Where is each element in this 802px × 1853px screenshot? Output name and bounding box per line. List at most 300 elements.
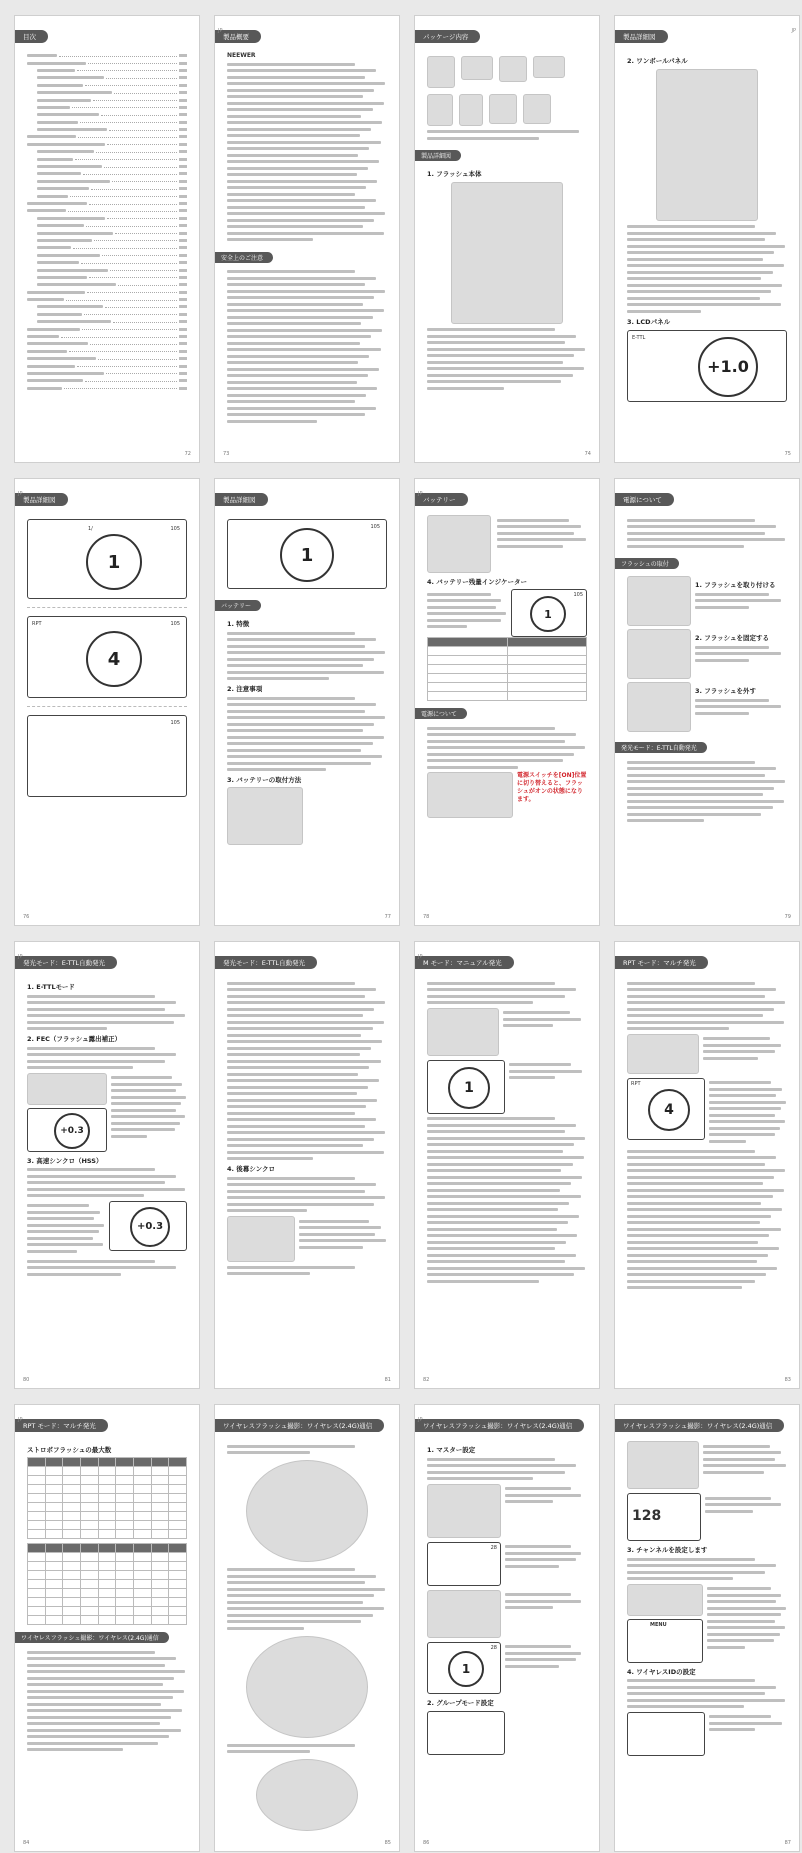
table-row [28, 1598, 187, 1607]
text-line [27, 1237, 93, 1240]
stand-image [533, 56, 565, 78]
table-cell [151, 1598, 169, 1607]
page-number: 85 [384, 1840, 391, 1846]
toc-row [27, 178, 187, 185]
page-header: パッケージ内容 [415, 30, 480, 43]
text-line [427, 374, 573, 377]
table-cell [98, 1571, 116, 1580]
text-line [227, 697, 355, 700]
text-line [427, 387, 504, 390]
text-line [627, 532, 765, 535]
text-line [695, 646, 769, 649]
text-line [227, 729, 363, 732]
text-line [627, 297, 760, 300]
page-mount [614, 478, 800, 926]
page-number: 87 [784, 1840, 791, 1846]
text-line [707, 1607, 786, 1610]
section-title: 4. 後幕シンクロ [227, 1165, 275, 1173]
text-line [227, 1209, 307, 1212]
charger-image [459, 94, 483, 126]
table-cell [169, 1562, 187, 1571]
text-line [227, 1118, 376, 1121]
text-line [509, 1063, 571, 1066]
text-line [227, 1125, 365, 1128]
text-line [509, 1070, 582, 1073]
text-line [227, 1092, 357, 1095]
table-cell [151, 1485, 169, 1494]
text-line [227, 1568, 355, 1571]
text-line [299, 1239, 386, 1242]
table-cell [116, 1571, 134, 1580]
table-cell [133, 1530, 151, 1539]
lcd-master-a [427, 1542, 501, 1586]
lock-image [627, 629, 691, 679]
text-line [227, 1073, 358, 1076]
table-cell [169, 1553, 187, 1562]
text-line [111, 1096, 186, 1099]
page-header: RPT モード：マルチ発光 [615, 956, 708, 969]
text-line [227, 413, 365, 416]
table-cell [151, 1553, 169, 1562]
text-line [227, 193, 355, 196]
control-panel-diagram [656, 69, 758, 221]
text-line [505, 1500, 553, 1503]
table-cell [28, 1571, 46, 1580]
text-line [227, 270, 355, 273]
table-cell [28, 1476, 46, 1485]
text-line [709, 1088, 782, 1091]
text-line [427, 1260, 565, 1263]
text-line [427, 1458, 555, 1461]
table-cell [116, 1530, 134, 1539]
text-line [709, 1094, 776, 1097]
table-row [28, 1562, 187, 1571]
table-cell [98, 1562, 116, 1571]
table-cell [428, 692, 508, 701]
text-line [227, 1183, 376, 1186]
text-line [227, 212, 385, 215]
text-line [111, 1128, 175, 1131]
text-line [27, 1181, 165, 1184]
table-cell [151, 1616, 169, 1625]
text-line [111, 1115, 185, 1118]
text-line [27, 1250, 77, 1253]
text-line [27, 1021, 174, 1024]
text-line [627, 1577, 733, 1580]
table-cell [98, 1589, 116, 1598]
section-subhead: ワイヤレスフラッシュ撮影：ワイヤレス(2.4G)通信 [15, 1632, 169, 1643]
text-line [227, 768, 326, 771]
table-cell [151, 1476, 169, 1485]
parts-legend [427, 328, 587, 390]
section-title: 1. E-TTLモード [27, 983, 75, 991]
page-wireless-2 [414, 1404, 600, 1852]
section-title: 1. マスター設定 [427, 1446, 476, 1454]
text-line [227, 290, 385, 293]
text-line [27, 1224, 104, 1227]
table-cell [63, 1553, 81, 1562]
table-cell [80, 1503, 98, 1512]
table-cell [45, 1598, 63, 1607]
text-line [27, 1211, 100, 1214]
text-line [227, 1151, 384, 1154]
text-line [497, 532, 574, 535]
text-line [627, 813, 761, 816]
toc-row [27, 377, 187, 384]
rpt-text [627, 1150, 787, 1290]
text-line [227, 303, 363, 306]
text-line [427, 1215, 579, 1218]
text-line [627, 1254, 768, 1257]
text-line [227, 755, 382, 758]
text-line [227, 982, 355, 985]
text-line [427, 988, 576, 991]
lcd-manual [427, 1060, 505, 1114]
text-line [505, 1652, 581, 1655]
table-cell [28, 1521, 46, 1530]
text-line [227, 400, 355, 403]
zoom-label: 105 [370, 524, 380, 530]
page-number: 81 [384, 1377, 391, 1383]
mount-step-2 [627, 629, 787, 679]
text-line [227, 407, 376, 410]
toc-row [27, 126, 187, 133]
table-cell [63, 1589, 81, 1598]
text-line [427, 1477, 533, 1480]
page-battery [414, 478, 600, 926]
table-cell [45, 1503, 63, 1512]
text-line [227, 180, 377, 183]
table-cell [116, 1503, 134, 1512]
output-ring: 1 [280, 528, 334, 582]
text-line [695, 712, 749, 715]
toc-row [27, 229, 187, 236]
section-title: 1. フラッシュ本体 [427, 170, 482, 178]
text-line [227, 115, 361, 118]
page-overview [214, 15, 400, 463]
ettl-notes [227, 982, 387, 1161]
text-line [27, 1735, 169, 1738]
text-line [627, 1679, 755, 1682]
text-line [627, 1286, 742, 1289]
text-line [695, 652, 781, 655]
zoom-label: 28 [490, 1544, 497, 1551]
text-line [227, 736, 384, 739]
card-image [489, 94, 517, 124]
text-line [627, 793, 763, 796]
text-line [227, 1131, 385, 1134]
text-line [27, 1670, 185, 1673]
text-line [227, 232, 384, 235]
page-number: 83 [784, 1377, 791, 1383]
table-cell [80, 1553, 98, 1562]
panel-legend [627, 225, 787, 313]
table-cell [133, 1562, 151, 1571]
text-line [627, 1014, 763, 1017]
text-line [627, 251, 774, 254]
table-row [428, 674, 587, 683]
text-line [627, 1215, 771, 1218]
lcd-id [627, 1712, 705, 1756]
text-line [627, 264, 784, 267]
language-tag: JP [18, 954, 23, 960]
text-line [227, 82, 385, 85]
text-line [227, 1744, 355, 1747]
text-line [227, 1066, 369, 1069]
zoom-label: 105 [170, 720, 180, 726]
toc-row [27, 155, 187, 162]
text-line [627, 1001, 785, 1004]
page-header: バッテリー [415, 493, 468, 506]
text-line [427, 367, 584, 370]
table-cell [98, 1458, 116, 1467]
text-line [227, 342, 360, 345]
text-line [627, 1692, 765, 1695]
table-cell [63, 1485, 81, 1494]
text-line [27, 1651, 155, 1654]
table-cell [116, 1544, 134, 1553]
section-title: 1. 特徴 [227, 620, 250, 628]
table-cell [28, 1607, 46, 1616]
text-line [27, 1053, 176, 1056]
page-ettl-2 [214, 941, 400, 1389]
text-line [505, 1665, 559, 1668]
text-line [427, 1124, 576, 1127]
table-cell [28, 1485, 46, 1494]
text-line [227, 283, 365, 286]
text-line [227, 1047, 371, 1050]
text-line [503, 1018, 581, 1021]
text-line [695, 593, 769, 596]
text-line [703, 1050, 775, 1053]
table-cell [28, 1467, 46, 1476]
table-row [28, 1544, 187, 1553]
page-header: 目次 [15, 30, 48, 43]
table-row [28, 1503, 187, 1512]
text-line [227, 206, 365, 209]
remove-image [627, 682, 691, 732]
pouch-image [499, 56, 527, 82]
battery-install [427, 515, 587, 573]
text-line [627, 1241, 758, 1244]
table-cell [80, 1521, 98, 1530]
toc-row [27, 185, 187, 192]
text-line [27, 1188, 185, 1191]
page-number: 80 [23, 1377, 30, 1383]
table-cell [151, 1530, 169, 1539]
text-line [703, 1044, 781, 1047]
text-line [627, 238, 765, 241]
section-title: 3. 高速シンクロ（HSS） [27, 1156, 103, 1165]
table-caption: ストロボフラッシュの最大数 [27, 1446, 112, 1454]
text-line [709, 1140, 746, 1143]
table-cell [45, 1512, 63, 1521]
text-line [695, 606, 749, 609]
page-rpt [614, 941, 800, 1389]
table-cell [98, 1503, 116, 1512]
lcd-wireless [27, 715, 187, 797]
section-subhead: 安全上のご注意 [215, 252, 273, 263]
page-wireless-3 [614, 1404, 800, 1852]
text-line [627, 1027, 729, 1030]
text-line [227, 387, 377, 390]
text-line [111, 1122, 180, 1125]
text-line [427, 599, 501, 602]
text-line [27, 1677, 174, 1680]
text-line [227, 749, 361, 752]
table-cell [45, 1485, 63, 1494]
text-line [111, 1089, 176, 1092]
page-ettl-1 [14, 941, 200, 1389]
text-line [227, 1138, 374, 1141]
text-line [627, 290, 771, 293]
table-cell [151, 1589, 169, 1598]
table-cell [98, 1494, 116, 1503]
flash-unit-image [427, 56, 455, 88]
text-line [427, 746, 585, 749]
section-subhead: 発光モード：E-TTL自動発光 [615, 742, 707, 753]
text-line [497, 525, 581, 528]
page-header: 製品詳細図 [15, 493, 68, 506]
table-cell [169, 1607, 187, 1616]
table-cell [151, 1494, 169, 1503]
text-line [427, 982, 555, 985]
text-line [707, 1633, 780, 1636]
text-line [227, 742, 373, 745]
table-cell [63, 1476, 81, 1485]
table-cell [133, 1521, 151, 1530]
text-line [227, 225, 363, 228]
page-header: 発光モード：E-TTL自動発光 [215, 956, 317, 969]
table-cell [28, 1589, 46, 1598]
text-line [703, 1464, 786, 1467]
table-cell [133, 1589, 151, 1598]
table-cell [63, 1616, 81, 1625]
text-line [627, 774, 765, 777]
text-line [227, 671, 384, 674]
wireless-diagram-1 [246, 1460, 368, 1562]
table-cell [133, 1607, 151, 1616]
page-rpt-table [14, 1404, 200, 1852]
table-cell [63, 1512, 81, 1521]
table-cell [151, 1562, 169, 1571]
text-line [427, 335, 576, 338]
text-line [695, 705, 781, 708]
wireless-text [27, 1651, 187, 1752]
language-tag: JP [18, 1417, 23, 1423]
text-line [27, 1060, 165, 1063]
table-cell [28, 1458, 46, 1467]
text-line [505, 1606, 553, 1609]
text-line [427, 1150, 563, 1153]
text-line [427, 1208, 558, 1211]
table-row [28, 1467, 187, 1476]
table-cell [98, 1521, 116, 1530]
text-line [227, 1001, 385, 1004]
text-line [427, 625, 467, 628]
text-line [227, 762, 371, 765]
table-cell [133, 1553, 151, 1562]
text-line [427, 380, 561, 383]
text-line [627, 1208, 782, 1211]
text-line [627, 271, 773, 274]
text-line [27, 1690, 184, 1693]
table-cell [151, 1544, 169, 1553]
text-line [627, 545, 744, 548]
text-line [505, 1552, 581, 1555]
text-line [227, 219, 374, 222]
page-header: M モード：マニュアル発光 [415, 956, 514, 969]
text-line [505, 1593, 571, 1596]
text-line [627, 780, 785, 783]
text-line [227, 988, 376, 991]
toc-row [27, 311, 187, 318]
text-line [227, 1157, 313, 1160]
lcd-diagram [627, 330, 787, 402]
table-cell [169, 1494, 187, 1503]
table-cell [98, 1485, 116, 1494]
table-row [428, 683, 587, 692]
table-cell [133, 1485, 151, 1494]
table-cell [98, 1616, 116, 1625]
page-number: 84 [23, 1840, 30, 1846]
table-row [28, 1494, 187, 1503]
table-cell [63, 1544, 81, 1553]
text-line [505, 1487, 571, 1490]
table-cell [98, 1512, 116, 1521]
text-line [227, 348, 381, 351]
manual-image [461, 56, 493, 80]
table-cell [507, 638, 587, 647]
table-cell [169, 1503, 187, 1512]
table-cell [28, 1530, 46, 1539]
text-line [27, 1168, 155, 1171]
output-ring: 1 [448, 1651, 484, 1687]
table-cell [169, 1467, 187, 1476]
table-cell [45, 1553, 63, 1562]
text-line [27, 1001, 176, 1004]
features-text [227, 632, 387, 681]
page-number: 75 [784, 451, 791, 457]
text-line [227, 121, 382, 124]
text-line [627, 1169, 785, 1172]
text-line [27, 1683, 163, 1686]
text-line [227, 1266, 355, 1269]
text-line [227, 1594, 374, 1597]
lcd-rpt [627, 1078, 705, 1140]
text-line [27, 1742, 158, 1745]
page-number: 78 [423, 914, 430, 920]
table-cell [133, 1494, 151, 1503]
text-line [427, 1163, 573, 1166]
text-line [627, 1202, 761, 1205]
text-line [627, 995, 765, 998]
table-cell [133, 1544, 151, 1553]
text-line [227, 1203, 374, 1206]
text-line [627, 519, 755, 522]
text-line [427, 619, 501, 622]
table-cell [507, 665, 587, 674]
step-title: 2. フラッシュを固定する [695, 634, 769, 642]
master-panel-image [427, 1484, 501, 1538]
page-wireless-1 [214, 1404, 400, 1852]
text-line [227, 329, 382, 332]
text-line [707, 1646, 745, 1649]
table-cell [151, 1571, 169, 1580]
text-line [627, 988, 776, 991]
table-cell [169, 1589, 187, 1598]
text-line [299, 1226, 381, 1229]
